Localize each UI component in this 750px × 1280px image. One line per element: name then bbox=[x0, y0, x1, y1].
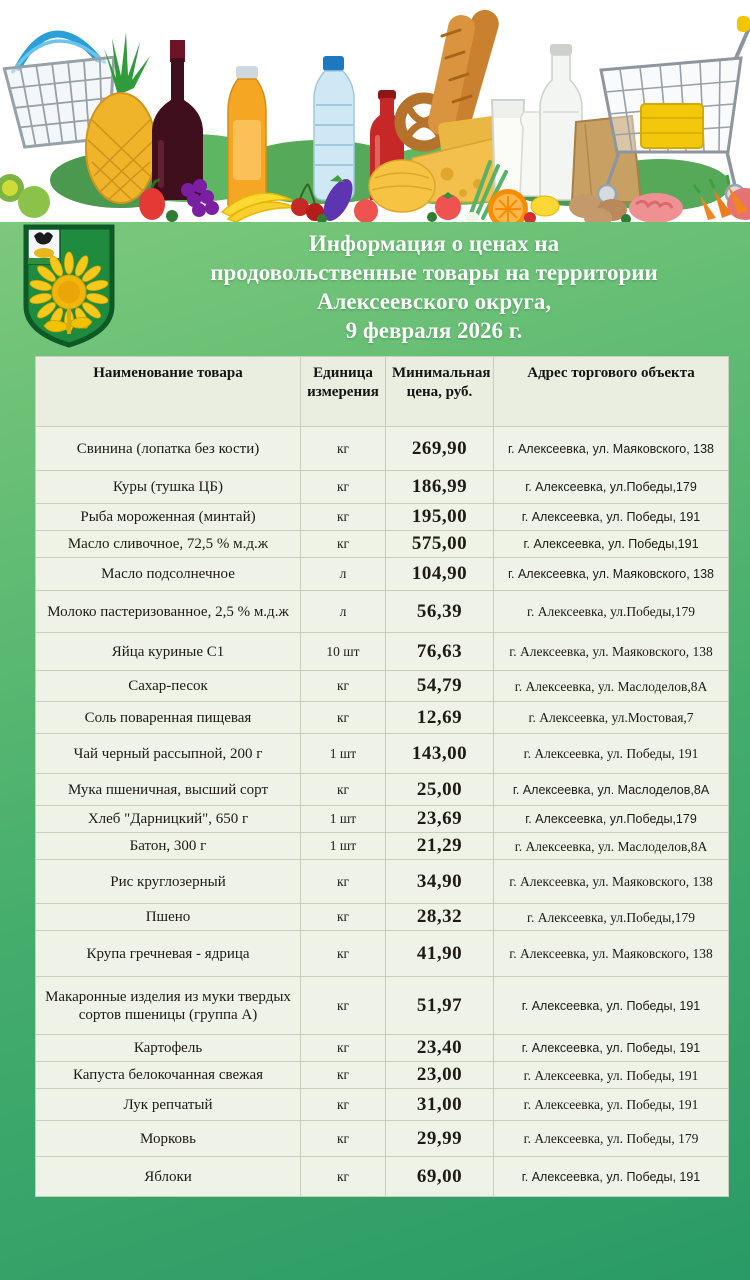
address-cell: г. Алексеевка, ул.Победы,179 bbox=[494, 591, 729, 633]
coat-of-arms-icon bbox=[22, 224, 116, 348]
table-row bbox=[36, 1121, 729, 1157]
table-row bbox=[36, 427, 729, 471]
product-name-cell: Батон, 300 г bbox=[36, 833, 301, 860]
product-name-cell: Картофель bbox=[36, 1035, 301, 1062]
unit-cell: кг bbox=[301, 1035, 386, 1062]
page-title bbox=[118, 222, 750, 345]
product-name-cell: Морковь bbox=[36, 1121, 301, 1157]
product-name-cell: Молоко пастеризованное, 2,5 % м.д.ж bbox=[36, 591, 301, 633]
column-header-product: Наименование товара bbox=[36, 357, 301, 427]
unit-cell: кг bbox=[301, 427, 386, 471]
title-line-3: Алексеевского округа, bbox=[316, 289, 552, 314]
product-name-cell: Крупа гречневая - ядрица bbox=[36, 931, 301, 977]
address-cell: г. Алексеевка, ул.Победы,179 bbox=[494, 904, 729, 931]
title-band bbox=[0, 222, 750, 350]
table-row bbox=[36, 1035, 729, 1062]
price-cell: 23,69 bbox=[386, 806, 494, 833]
table-row bbox=[36, 471, 729, 504]
table-row bbox=[36, 591, 729, 633]
unit-cell: кг bbox=[301, 531, 386, 558]
unit-cell: кг bbox=[301, 1089, 386, 1121]
price-cell: 54,79 bbox=[386, 671, 494, 702]
unit-cell: кг bbox=[301, 1121, 386, 1157]
unit-cell: 10 шт bbox=[301, 633, 386, 671]
unit-cell: л bbox=[301, 591, 386, 633]
price-table-container bbox=[35, 356, 728, 1197]
product-name-cell: Макаронные изделия из муки твердых сортов пшеницы (группа А) bbox=[36, 977, 301, 1035]
table-header-row bbox=[36, 357, 729, 427]
table-row bbox=[36, 1062, 729, 1089]
price-cell: 56,39 bbox=[386, 591, 494, 633]
address-cell: г. Алексеевка, ул. Победы, 179 bbox=[494, 1121, 729, 1157]
groceries-banner bbox=[0, 0, 750, 222]
price-cell: 25,00 bbox=[386, 774, 494, 806]
price-cell: 41,90 bbox=[386, 931, 494, 977]
product-name-cell: Свинина (лопатка без кости) bbox=[36, 427, 301, 471]
price-cell: 34,90 bbox=[386, 860, 494, 904]
price-cell: 31,00 bbox=[386, 1089, 494, 1121]
price-cell: 69,00 bbox=[386, 1157, 494, 1197]
unit-cell: кг bbox=[301, 504, 386, 531]
table-row bbox=[36, 860, 729, 904]
column-header-address: Адрес торгового объекта bbox=[494, 357, 729, 427]
address-cell: г. Алексеевка, ул. Победы, 191 bbox=[494, 734, 729, 774]
address-cell: г. Алексеевка, ул. Маслоделов,8А bbox=[494, 671, 729, 702]
product-name-cell: Чай черный рассыпной, 200 г bbox=[36, 734, 301, 774]
price-cell: 104,90 bbox=[386, 558, 494, 591]
table-row bbox=[36, 904, 729, 931]
address-cell: г. Алексеевка, ул. Маяковского, 138 bbox=[494, 931, 729, 977]
address-cell: г. Алексеевка, ул. Победы, 191 bbox=[494, 1062, 729, 1089]
product-name-cell: Масло сливочное, 72,5 % м.д.ж bbox=[36, 531, 301, 558]
table-row bbox=[36, 833, 729, 860]
address-cell: г. Алексеевка, ул. Маяковского, 138 bbox=[494, 427, 729, 471]
unit-cell: 1 шт bbox=[301, 734, 386, 774]
address-cell: г. Алексеевка, ул.Победы,179 bbox=[494, 471, 729, 504]
product-name-cell: Сахар-песок bbox=[36, 671, 301, 702]
table-row bbox=[36, 931, 729, 977]
table-row bbox=[36, 1157, 729, 1197]
milk-glass-icon bbox=[492, 100, 524, 196]
price-cell: 575,00 bbox=[386, 531, 494, 558]
price-cell: 51,97 bbox=[386, 977, 494, 1035]
price-cell: 29,99 bbox=[386, 1121, 494, 1157]
price-table bbox=[35, 356, 729, 1197]
table-row bbox=[36, 702, 729, 734]
table-row bbox=[36, 504, 729, 531]
address-cell: г. Алексеевка, ул. Маяковского, 138 bbox=[494, 633, 729, 671]
address-cell: г. Алексеевка, ул. Маяковского, 138 bbox=[494, 860, 729, 904]
price-cell: 28,32 bbox=[386, 904, 494, 931]
price-cell: 76,63 bbox=[386, 633, 494, 671]
address-cell: г. Алексеевка, ул. Победы, 191 bbox=[494, 1157, 729, 1197]
address-cell: г. Алексеевка, ул. Победы,191 bbox=[494, 531, 729, 558]
unit-cell: кг bbox=[301, 774, 386, 806]
table-row bbox=[36, 531, 729, 558]
table-row bbox=[36, 1089, 729, 1121]
price-cell: 195,00 bbox=[386, 504, 494, 531]
product-name-cell: Мука пшеничная, высший сорт bbox=[36, 774, 301, 806]
price-cell: 23,00 bbox=[386, 1062, 494, 1089]
product-name-cell: Хлеб "Дарницкий", 650 г bbox=[36, 806, 301, 833]
unit-cell: кг bbox=[301, 860, 386, 904]
table-row bbox=[36, 558, 729, 591]
unit-cell: 1 шт bbox=[301, 833, 386, 860]
title-line-4: 9 февраля 2026 г. bbox=[345, 318, 523, 343]
groceries-collage bbox=[0, 0, 750, 222]
address-cell: г. Алексеевка, ул. Победы, 191 bbox=[494, 977, 729, 1035]
price-cell: 21,29 bbox=[386, 833, 494, 860]
product-name-cell: Яйца куриные С1 bbox=[36, 633, 301, 671]
title-line-2: продовольственные товары на территории bbox=[210, 260, 658, 285]
table-row bbox=[36, 734, 729, 774]
address-cell: г. Алексеевка, ул. Маслоделов,8А bbox=[494, 833, 729, 860]
juice-bottle-icon bbox=[228, 66, 266, 205]
price-cell: 143,00 bbox=[386, 734, 494, 774]
unit-cell: кг bbox=[301, 671, 386, 702]
column-header-price: Минимальная цена, руб. bbox=[386, 357, 494, 427]
product-name-cell: Масло подсолнечное bbox=[36, 558, 301, 591]
product-name-cell: Капуста белокочанная свежая bbox=[36, 1062, 301, 1089]
table-row bbox=[36, 774, 729, 806]
price-cell: 186,99 bbox=[386, 471, 494, 504]
product-name-cell: Лук репчатый bbox=[36, 1089, 301, 1121]
unit-cell: кг bbox=[301, 931, 386, 977]
table-row bbox=[36, 671, 729, 702]
table-row bbox=[36, 633, 729, 671]
price-cell: 23,40 bbox=[386, 1035, 494, 1062]
table-row bbox=[36, 977, 729, 1035]
unit-cell: кг bbox=[301, 471, 386, 504]
unit-cell: кг bbox=[301, 904, 386, 931]
product-name-cell: Куры (тушка ЦБ) bbox=[36, 471, 301, 504]
product-name-cell: Рыба мороженная (минтай) bbox=[36, 504, 301, 531]
unit-cell: кг bbox=[301, 1062, 386, 1089]
unit-cell: кг bbox=[301, 702, 386, 734]
product-name-cell: Соль поваренная пищевая bbox=[36, 702, 301, 734]
unit-cell: кг bbox=[301, 977, 386, 1035]
unit-cell: 1 шт bbox=[301, 806, 386, 833]
product-name-cell: Яблоки bbox=[36, 1157, 301, 1197]
table-row bbox=[36, 806, 729, 833]
address-cell: г. Алексеевка, ул. Победы, 191 bbox=[494, 1035, 729, 1062]
address-cell: г. Алексеевка, ул.Мостовая,7 bbox=[494, 702, 729, 734]
address-cell: г. Алексеевка, ул.Победы,179 bbox=[494, 806, 729, 833]
product-name-cell: Рис круглозерный bbox=[36, 860, 301, 904]
address-cell: г. Алексеевка, ул. Маслоделов,8А bbox=[494, 774, 729, 806]
title-line-1: Информация о ценах на bbox=[308, 231, 560, 256]
product-name-cell: Пшено bbox=[36, 904, 301, 931]
address-cell: г. Алексеевка, ул. Победы, 191 bbox=[494, 1089, 729, 1121]
price-cell: 269,90 bbox=[386, 427, 494, 471]
column-header-unit: Единица измерения bbox=[301, 357, 386, 427]
unit-cell: кг bbox=[301, 1157, 386, 1197]
address-cell: г. Алексеевка, ул. Маяковского, 138 bbox=[494, 558, 729, 591]
unit-cell: л bbox=[301, 558, 386, 591]
price-cell: 12,69 bbox=[386, 702, 494, 734]
address-cell: г. Алексеевка, ул. Победы, 191 bbox=[494, 504, 729, 531]
